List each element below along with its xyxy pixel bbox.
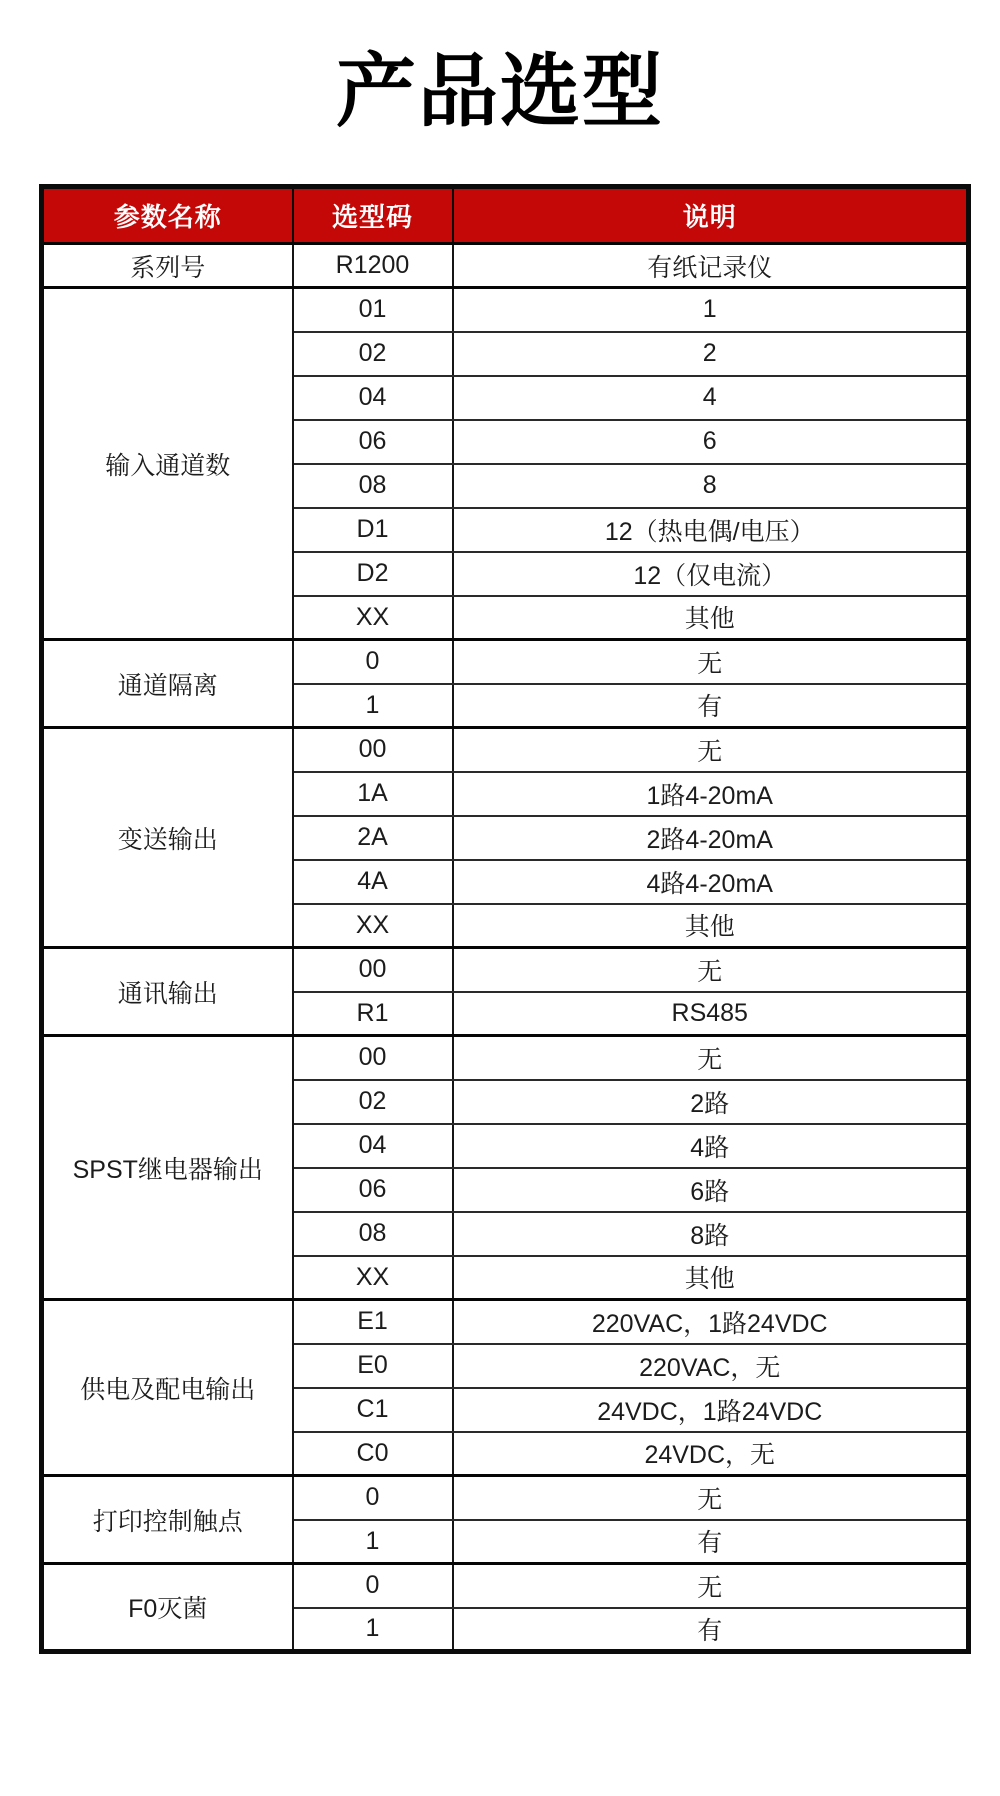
product-selection-table [39, 184, 971, 1654]
description-cell: 其他 [453, 596, 969, 640]
parameter-name-cell: 系列号 [42, 244, 293, 288]
description-cell: 4路4-20mA [453, 860, 969, 904]
col-header-selection-code: 选型码 [293, 187, 453, 244]
parameter-name-cell: 输入通道数 [42, 288, 293, 640]
selection-code-cell: 06 [293, 420, 453, 464]
parameter-name-cell: 供电及配电输出 [42, 1300, 293, 1476]
page-title: 产品选型 [336, 47, 664, 136]
description-cell: 2 [453, 332, 969, 376]
description-cell: 4 [453, 376, 969, 420]
page-root [0, 46, 1000, 1796]
selection-code-cell: D2 [293, 552, 453, 596]
selection-code-cell: XX [293, 904, 453, 948]
selection-code-cell: E1 [293, 1300, 453, 1344]
selection-code-cell: 0 [293, 1564, 453, 1608]
description-cell: 无 [453, 1476, 969, 1520]
table-body [42, 244, 969, 1652]
selection-code-cell: 00 [293, 948, 453, 992]
selection-code-cell: 01 [293, 288, 453, 332]
description-cell: 2路 [453, 1080, 969, 1124]
description-cell: 1路4-20mA [453, 772, 969, 816]
description-cell: 有 [453, 1608, 969, 1652]
table-header-row [42, 187, 969, 244]
table-row [42, 244, 969, 288]
description-cell: 6路 [453, 1168, 969, 1212]
parameter-name-cell: 打印控制触点 [42, 1476, 293, 1564]
description-cell: 24VDC，1路24VDC [453, 1388, 969, 1432]
description-cell: 1 [453, 288, 969, 332]
description-cell: 其他 [453, 1256, 969, 1300]
description-cell: 8路 [453, 1212, 969, 1256]
description-cell: 6 [453, 420, 969, 464]
selection-code-cell: C1 [293, 1388, 453, 1432]
description-cell: RS485 [453, 992, 969, 1036]
description-cell: 无 [453, 1036, 969, 1080]
selection-code-cell: 04 [293, 376, 453, 420]
parameter-name-cell: 通道隔离 [42, 640, 293, 728]
selection-code-cell: 0 [293, 1476, 453, 1520]
selection-code-cell: 08 [293, 1212, 453, 1256]
parameter-name-cell: SPST继电器输出 [42, 1036, 293, 1300]
description-cell: 12（热电偶/电压） [453, 508, 969, 552]
selection-code-cell: D1 [293, 508, 453, 552]
parameter-name-cell: F0灭菌 [42, 1564, 293, 1652]
selection-code-cell: C0 [293, 1432, 453, 1476]
table-row [42, 640, 969, 684]
selection-code-cell: XX [293, 1256, 453, 1300]
table-row [42, 1036, 969, 1080]
selection-code-cell: 06 [293, 1168, 453, 1212]
description-cell: 有纸记录仪 [453, 244, 969, 288]
table-row [42, 1300, 969, 1344]
parameter-name-cell: 变送输出 [42, 728, 293, 948]
selection-code-cell: 02 [293, 332, 453, 376]
selection-code-cell: 00 [293, 1036, 453, 1080]
selection-code-cell: 0 [293, 640, 453, 684]
selection-code-cell: 1A [293, 772, 453, 816]
description-cell: 220VAC，无 [453, 1344, 969, 1388]
parameter-name-cell: 通讯输出 [42, 948, 293, 1036]
selection-code-cell: 02 [293, 1080, 453, 1124]
selection-code-cell: 1 [293, 1608, 453, 1652]
description-cell: 24VDC，无 [453, 1432, 969, 1476]
selection-code-cell: R1 [293, 992, 453, 1036]
table-row [42, 288, 969, 332]
selection-code-cell: XX [293, 596, 453, 640]
description-cell: 其他 [453, 904, 969, 948]
selection-code-cell: 2A [293, 816, 453, 860]
selection-code-cell: 04 [293, 1124, 453, 1168]
selection-code-cell: 1 [293, 684, 453, 728]
selection-code-cell: 08 [293, 464, 453, 508]
description-cell: 无 [453, 640, 969, 684]
description-cell: 4路 [453, 1124, 969, 1168]
selection-code-cell: 00 [293, 728, 453, 772]
selection-code-cell: R1200 [293, 244, 453, 288]
selection-code-cell: 1 [293, 1520, 453, 1564]
description-cell: 无 [453, 1564, 969, 1608]
description-cell: 8 [453, 464, 969, 508]
table-row [42, 1564, 969, 1608]
description-cell: 无 [453, 728, 969, 772]
description-cell: 有 [453, 684, 969, 728]
table-row [42, 948, 969, 992]
col-header-description: 说明 [453, 187, 969, 244]
col-header-parameter-name: 参数名称 [42, 187, 293, 244]
description-cell: 无 [453, 948, 969, 992]
description-cell: 220VAC，1路24VDC [453, 1300, 969, 1344]
description-cell: 2路4-20mA [453, 816, 969, 860]
description-cell: 12（仅电流） [453, 552, 969, 596]
selection-code-cell: 4A [293, 860, 453, 904]
description-cell: 有 [453, 1520, 969, 1564]
table-row [42, 728, 969, 772]
table-row [42, 1476, 969, 1520]
selection-code-cell: E0 [293, 1344, 453, 1388]
